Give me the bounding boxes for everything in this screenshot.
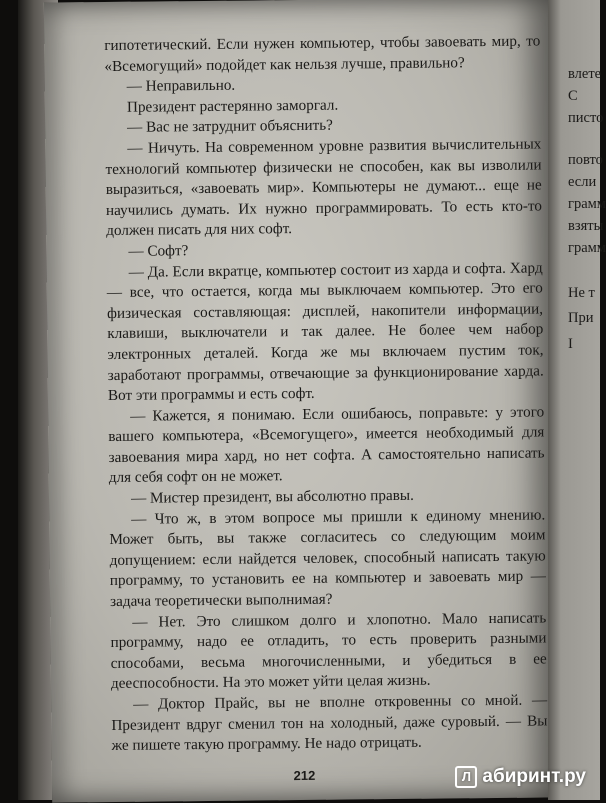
- page-number: 212: [293, 767, 316, 784]
- labirint-logo-icon: Л: [455, 766, 477, 788]
- paragraph: — Кажется, я понимаю. Если ошибаюсь, поправьте: у этого вашего компьютера, «Всемогущего», имеется необходимый для завоевания мира хард, но нет софта. А самостоятельно написать для себя софт он не может.: [108, 403, 545, 487]
- next-page-fragment: взяты: [568, 218, 604, 234]
- paragraph: — Что ж, в этом вопросе мы пришли к единому мнению. Может быть, вы также согласитесь со следующим моим допущением: если найдется человек, способный написать такую программу, то установить ее на компьютер и завоевать мир — задача теоретически выполнимая?: [109, 506, 546, 611]
- paragraph: — Неправильно.: [126, 76, 236, 95]
- next-page-fragment: грамм: [568, 196, 606, 212]
- paragraph: — Ничуть. На современном уровне развития вычислительных технологий компьютер физически не способен, как вы изволили выразиться, «завоевать мир». Компьютеры не думают... еще не научились думать. Их нужно программировать. То есть кто-то должен писать для них софт.: [105, 135, 543, 240]
- next-page-fragment: При: [568, 310, 594, 326]
- paragraph: — Нет. Это слишком долго и хлопотно. Мало написать программу, надо ее отладить, то есть проверить разными способами, весьма многочисленными, и убедиться в ее дееспособности. На это может уйти целая жизнь.: [110, 609, 547, 693]
- watermark-text: абиринт.ру: [482, 766, 586, 787]
- paragraph: гипотетический. Если нужен компьютер, чтобы завоевать мир, то «Всемогущий» подойдет как нельзя лучше, правильно?: [104, 32, 541, 75]
- paragraph: — Вас не затруднит объяснить?: [127, 117, 333, 137]
- paragraph: — Софт?: [128, 242, 189, 260]
- next-page-fragment: грамм: [568, 240, 606, 256]
- paragraph: Президент растерянно заморгал.: [126, 96, 339, 116]
- page-text: [104, 31, 548, 756]
- next-page-fragment: повто: [568, 152, 603, 168]
- paragraph: — Доктор Прайс, вы не вполне откровенны со мной. — Президент вдруг сменил тон на холодный, даже суровый. — Вы же пишете такую программу. Не надо отрицать.: [111, 691, 548, 755]
- next-page-fragment: писто: [568, 110, 604, 126]
- paragraph: — Мистер президент, вы абсолютно правы.: [130, 486, 414, 507]
- next-page-edge: [548, 0, 606, 800]
- paragraph: — Да. Если вкратце, компьютер состоит из харда и софта. Хард — все, что остается, когда мы выключаем компьютер. Это его физическая составляющая: дисплей, накопители информации, клавиши, выключатели и так далее. Не более чем набор электронных деталей. Когда же мы включаем пустим ток, заработают программы, отвечающие за функционирование харда. Вот эти программы и есть софт.: [106, 258, 544, 405]
- watermark: [455, 766, 586, 788]
- next-page-fragment: если: [568, 174, 597, 190]
- next-page-fragment: I: [568, 336, 573, 352]
- next-page-fragment: С: [568, 88, 578, 104]
- next-page-fragment: Не т: [568, 285, 595, 301]
- book-page: [44, 0, 557, 803]
- next-page-fragment: влете: [568, 66, 602, 82]
